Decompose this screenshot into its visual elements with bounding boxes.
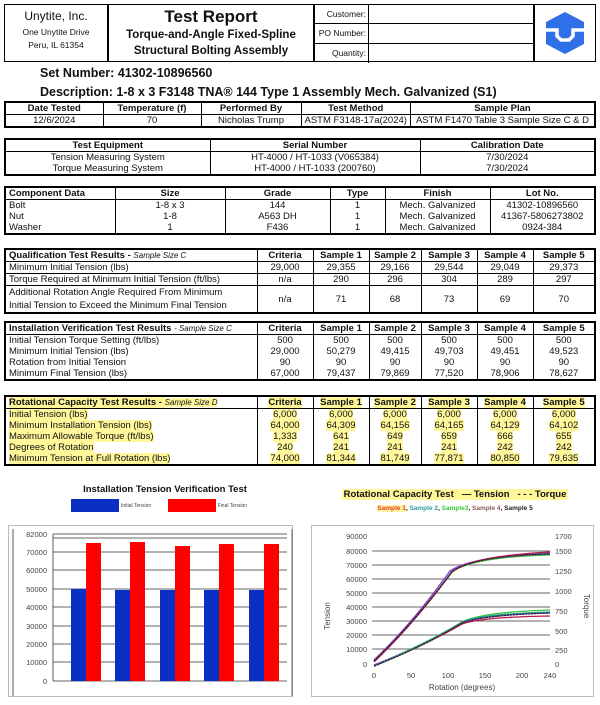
component-size: 1-8: [115, 211, 225, 222]
quantity-field[interactable]: [369, 44, 533, 63]
component-grade: F436: [225, 222, 330, 234]
sample-value: 659: [441, 431, 457, 442]
equipment-serial: HT-4000 / HT-1033 (V065384): [210, 152, 420, 164]
report-subtitle-1: Torque-and-Angle Fixed-Spline: [126, 29, 296, 41]
header-text: Sample 4: [484, 397, 526, 408]
sample-value: 49,703: [421, 346, 477, 357]
sample-value: 50,279: [313, 346, 369, 357]
sample-value: 29,355: [313, 262, 369, 274]
component-name: Nut: [5, 211, 115, 222]
criteria-value: n/a: [257, 286, 313, 314]
sample-value: 90: [369, 357, 421, 368]
y2-tick: 250: [555, 646, 568, 655]
set-number-label: Set Number:: [40, 66, 115, 80]
description-value: 1-8 x 3 F3148 TNA® 144 Type 1 Assembly Mech. Galvanized (S1): [116, 85, 497, 99]
header-text: Sample 3: [428, 397, 470, 408]
component-lot: 0924-384: [490, 222, 595, 234]
y-tick: 60000: [346, 575, 367, 584]
sample-value: 73: [421, 286, 477, 314]
sample-value: 241: [387, 442, 403, 453]
y-tick: 30000: [26, 622, 47, 631]
sample-value: 90: [421, 357, 477, 368]
y-tick: 90000: [346, 532, 367, 541]
y-tick: 82000: [26, 530, 47, 539]
installation-subtitle: - Sample Size C: [174, 324, 232, 333]
qualification-subtitle: Sample Size C: [133, 251, 187, 260]
component-finish: Mech. Galvanized: [385, 211, 490, 222]
component-table: [4, 186, 596, 235]
sample-value: 90: [477, 357, 533, 368]
sample-value: 80,850: [490, 453, 520, 464]
legend-tension-style: — Tension: [461, 489, 510, 500]
y-tick: 0: [362, 660, 367, 669]
company-address-1: One Unytite Drive: [22, 27, 90, 37]
sample-value: 49,451: [477, 346, 533, 357]
sample-value: 296: [369, 274, 421, 286]
header-calibration-date: Calibration Date: [420, 139, 595, 152]
sample-value: 29,166: [369, 262, 421, 274]
y2-tick: 1700: [555, 532, 572, 541]
header-sample-5: [533, 396, 595, 409]
table-row: [5, 357, 595, 368]
table-row: [5, 453, 595, 465]
line-chart-legend: Rotational Capacity Test — Tension - - - Torque Sample 1, Sample 2, Sample3, Sample 4, Sample 5: [343, 489, 567, 512]
sample-value: 64,165: [434, 420, 464, 431]
sample-value: 666: [497, 431, 513, 442]
header-sample-4: [477, 396, 533, 409]
customer-field[interactable]: [369, 5, 533, 23]
component-finish: Mech. Galvanized: [385, 222, 490, 234]
header-grade: Grade: [225, 187, 330, 200]
header-size: Size: [115, 187, 225, 200]
table-row: [5, 368, 595, 380]
row-label: Minimum Tension at Full Rotation (lbs): [9, 453, 171, 464]
table-row: [5, 431, 595, 442]
header-component-data: Component Data: [5, 187, 115, 200]
table-row: [5, 286, 595, 314]
sample-value: 29,373: [533, 262, 595, 274]
header-finish: Finish: [385, 187, 490, 200]
y2-tick: 0: [555, 660, 560, 669]
sample-value: 81,344: [326, 453, 356, 464]
bar-chart-title: Installation Tension Verification Test: [83, 484, 247, 495]
header-sample-plan: Sample Plan: [410, 102, 595, 115]
sample-value: 29,544: [421, 262, 477, 274]
sample-value: 500: [421, 335, 477, 347]
header-date-tested: Date Tested: [5, 102, 103, 115]
po-number-field[interactable]: [369, 24, 533, 42]
rotational-title-text: Rotational Capacity Test Results -: [9, 397, 165, 408]
y2-axis-label: Torque: [582, 593, 591, 619]
bar-chart: [8, 525, 293, 697]
header-sample-3: Sample 3: [421, 322, 477, 335]
sample-value: 68: [369, 286, 421, 314]
row-label-line-1: Additional Rotation Angle Required From Minimum: [9, 287, 223, 298]
sample-value: 90: [533, 357, 595, 368]
legend-sample-4: Sample 4: [472, 505, 501, 512]
qualification-title: [5, 249, 257, 262]
logo-box: [534, 4, 596, 62]
row-label: Initial Tension Torque Setting (ft/lbs): [5, 335, 257, 347]
sample-value: 6,000: [551, 409, 576, 420]
header-lot-no: Lot No.: [490, 187, 595, 200]
y-tick: 80000: [346, 547, 367, 556]
y-tick: 70000: [346, 561, 367, 570]
criteria-value: 500: [257, 335, 313, 347]
company-name: Unytite, Inc.: [24, 9, 88, 23]
sample-value: 81,749: [380, 453, 410, 464]
bar-chart-legend: [50, 484, 280, 515]
table-row: [5, 420, 595, 431]
row-label: Minimum Installation Tension (lbs): [9, 420, 152, 431]
y-tick: 50000: [26, 585, 47, 594]
header-sample-2: [369, 396, 421, 409]
line-chart-title: Rotational Capacity Test: [343, 489, 454, 500]
temperature: 70: [103, 115, 201, 128]
customer-box: [314, 4, 534, 62]
y2-tick: 1500: [555, 547, 572, 556]
component-size: 1: [115, 222, 225, 234]
table-row: [5, 200, 595, 212]
legend-final-tension: Final Tension: [217, 502, 248, 509]
criteria-value: 90: [257, 357, 313, 368]
sample-value: 241: [441, 442, 457, 453]
component-name: Bolt: [5, 200, 115, 212]
report-title: Test Report: [164, 7, 258, 26]
set-number: [40, 66, 212, 80]
component-finish: Mech. Galvanized: [385, 200, 490, 212]
installation-title-text: Installation Verification Test Results: [9, 323, 175, 334]
description-label: Description:: [40, 85, 113, 99]
equipment-name: Torque Measuring System: [5, 163, 210, 175]
row-label: Minimum Initial Tension (lbs): [5, 262, 257, 274]
y-tick: 0: [42, 677, 47, 686]
rotation-chart: [311, 525, 594, 697]
header-type: Type: [330, 187, 385, 200]
header-sample-1: [313, 396, 369, 409]
installation-table: [4, 321, 596, 381]
sample-value: 29,049: [477, 262, 533, 274]
criteria-value: 67,000: [257, 368, 313, 380]
sample-value: 64,156: [380, 420, 410, 431]
test-method: ASTM F3148-17a(2024): [301, 115, 410, 128]
sample-value: 242: [555, 442, 572, 453]
sample-value: 649: [387, 431, 403, 442]
sample-value: 49,523: [533, 346, 595, 357]
table-row: [5, 409, 595, 421]
y2-tick: 1250: [555, 567, 572, 576]
row-label: Initial Tension (lbs): [9, 409, 88, 420]
x-tick: 150: [478, 671, 492, 680]
y-tick: 20000: [26, 640, 47, 649]
x-axis-label: Rotation (degrees): [428, 683, 496, 692]
test-info-table: [4, 101, 596, 128]
sample-value: 49,415: [369, 346, 421, 357]
sample-value: 6,000: [383, 409, 407, 420]
header-sample-4: Sample 4: [477, 322, 533, 335]
row-label: Minimum Initial Tension (lbs): [5, 346, 257, 357]
criteria-value: 29,000: [257, 262, 313, 274]
sample-value: 500: [477, 335, 533, 347]
quantity-label: Quantity:: [315, 44, 369, 63]
equipment-table: [4, 138, 596, 176]
sample-value: 77,871: [434, 453, 464, 464]
component-type: 1: [330, 222, 385, 234]
header-serial-number: Serial Number: [210, 139, 420, 152]
rotation-chart-plot: [312, 526, 595, 698]
component-type: 1: [330, 200, 385, 212]
legend-sample-2: Sample 2: [409, 505, 438, 512]
criteria-value: 29,000: [257, 346, 313, 357]
company-info: [4, 4, 108, 62]
legend-sample-5: Sample 5: [504, 505, 533, 512]
table-row: [5, 262, 595, 274]
header-criteria: Criteria: [257, 249, 313, 262]
report-title-box: [108, 4, 314, 62]
legend-torque-style: - - - Torque: [517, 489, 567, 500]
y-tick: 10000: [26, 658, 47, 667]
y-tick: 40000: [26, 603, 47, 612]
final-tension-swatch: [168, 499, 216, 512]
initial-tension-swatch: [71, 499, 119, 512]
sample-value: 500: [369, 335, 421, 347]
y-axis-label: Tension: [323, 602, 332, 630]
sample-value: 242: [497, 442, 513, 453]
table-row: [5, 211, 595, 222]
component-lot: 41367-5806273802: [490, 211, 595, 222]
equipment-serial: HT-4000 / HT-1033 (200760): [210, 163, 420, 175]
set-number-value: 41302-10896560: [117, 66, 213, 80]
y2-tick: 1000: [555, 587, 572, 596]
sample-value: 297: [533, 274, 595, 286]
header-criteria: Criteria: [257, 322, 313, 335]
x-tick: 200: [515, 671, 529, 680]
sample-value: 6,000: [493, 409, 517, 420]
header-sample-2: Sample 2: [369, 249, 421, 262]
row-label: Minimum Final Tension (lbs): [5, 368, 257, 380]
qualification-table: [4, 248, 596, 314]
rotational-title: [5, 396, 257, 409]
sample-value: 71: [313, 286, 369, 314]
row-label: Maximum Allowable Torque (ft/lbs): [9, 431, 154, 442]
sample-value: 78,627: [533, 368, 595, 380]
header-text: Criteria: [268, 397, 302, 408]
installation-title: [5, 322, 257, 335]
header-text: Sample 1: [320, 397, 362, 408]
header-sample-5: Sample 5: [533, 322, 595, 335]
rotational-table: [4, 395, 596, 466]
sample-value: 90: [313, 357, 369, 368]
header-sample-3: Sample 3: [421, 249, 477, 262]
y-tick: 30000: [346, 617, 367, 626]
sample-value: 289: [477, 274, 533, 286]
x-tick: 240: [543, 671, 557, 680]
sample-value: 79,437: [313, 368, 369, 380]
x-tick: 50: [406, 671, 416, 680]
sample-value: 64,102: [549, 420, 579, 431]
row-label: Rotation from Initial Tension: [5, 357, 257, 368]
header-text: Sample 2: [374, 397, 416, 408]
table-row: [5, 222, 595, 234]
equipment-calibration: 7/30/2024: [420, 152, 595, 164]
sample-value: 500: [313, 335, 369, 347]
criteria-value: 74,000: [270, 453, 300, 464]
report-subtitle-2: Structural Bolting Assembly: [133, 45, 289, 57]
row-label: [5, 286, 257, 314]
description: [40, 85, 497, 99]
legend-initial-tension: Initial Tension: [120, 502, 152, 509]
rotational-subtitle: Sample Size D: [164, 398, 218, 407]
header-sample-4: Sample 4: [477, 249, 533, 262]
row-label: Torque Required at Minimum Initial Tension (ft/lbs): [5, 274, 257, 286]
criteria-value: 64,000: [270, 420, 300, 431]
qualification-title-text: Qualification Test Results -: [9, 250, 134, 261]
row-label-line-2: Initial Tension to Exceed the Minimum Final Tension: [9, 300, 227, 311]
y-tick: 20000: [346, 631, 367, 640]
header-sample-3: [421, 396, 477, 409]
sample-value: 79,635: [549, 453, 579, 464]
y-tick: 40000: [346, 603, 367, 612]
table-row: [5, 346, 595, 357]
y-tick: 70000: [26, 548, 47, 557]
sample-value: 641: [333, 431, 349, 442]
table-row: [5, 442, 595, 453]
sample-value: 77,520: [421, 368, 477, 380]
po-number-label: PO Number:: [315, 24, 369, 42]
component-grade: 144: [225, 200, 330, 212]
component-name: Washer: [5, 222, 115, 234]
criteria-value: 6,000: [273, 409, 297, 420]
criteria-value: n/a: [257, 274, 313, 286]
sample-value: 6,000: [437, 409, 461, 420]
y2-tick: 500: [555, 627, 568, 636]
legend-sample-1: Sample 1: [377, 505, 406, 512]
header-criteria: [257, 396, 313, 409]
row-label: Degrees of Rotation: [9, 442, 94, 453]
sample-value: 290: [313, 274, 369, 286]
criteria-value: 1,333: [273, 431, 297, 442]
header-sample-2: Sample 2: [369, 322, 421, 335]
header-test-equipment: Test Equipment: [5, 139, 210, 152]
sample-value: 304: [421, 274, 477, 286]
header-text: Sample 5: [542, 397, 585, 408]
sample-value: 241: [333, 442, 349, 453]
sample-value: 64,309: [326, 420, 356, 431]
header-sample-5: Sample 5: [533, 249, 595, 262]
sample-value: 79,869: [369, 368, 421, 380]
table-row: [5, 335, 595, 347]
sample-value: 69: [477, 286, 533, 314]
equipment-name: Tension Measuring System: [5, 152, 210, 164]
x-tick: 100: [441, 671, 455, 680]
x-tick: 0: [371, 671, 377, 680]
sample-value: 500: [533, 335, 595, 347]
header-temperature: Temperature (f): [103, 102, 201, 115]
sample-plan: ASTM F1470 Table 3 Sample Size C & D: [410, 115, 595, 128]
unytite-logo-icon: [542, 10, 588, 56]
criteria-value: 240: [277, 442, 293, 453]
sample-value: 6,000: [329, 409, 353, 420]
component-size: 1-8 x 3: [115, 200, 225, 212]
date-tested: 12/6/2024: [5, 115, 103, 128]
y-tick: 50000: [346, 589, 367, 598]
component-type: 1: [330, 211, 385, 222]
sample-value: 655: [555, 431, 572, 442]
sample-value: 70: [533, 286, 595, 314]
component-grade: A563 DH: [225, 211, 330, 222]
header-performed-by: Performed By: [201, 102, 301, 115]
sample-value: 78,906: [477, 368, 533, 380]
performed-by: Nicholas Trump: [201, 115, 301, 128]
header-test-method: Test Method: [301, 102, 410, 115]
y2-tick: 750: [555, 607, 568, 616]
company-address-2: Peru, IL 61354: [28, 40, 84, 50]
table-row: [5, 274, 595, 286]
sample-value: 64,129: [490, 420, 520, 431]
component-lot: 41302-10896560: [490, 200, 595, 212]
bar-chart-plot: [9, 526, 294, 698]
customer-label: Customer:: [315, 5, 369, 23]
legend-sample-3: Sample3: [441, 505, 469, 512]
equipment-calibration: 7/30/2024: [420, 163, 595, 175]
header-sample-1: Sample 1: [313, 249, 369, 262]
header-sample-1: Sample 1: [313, 322, 369, 335]
y-tick: 10000: [346, 645, 367, 654]
y-tick: 60000: [26, 566, 47, 575]
